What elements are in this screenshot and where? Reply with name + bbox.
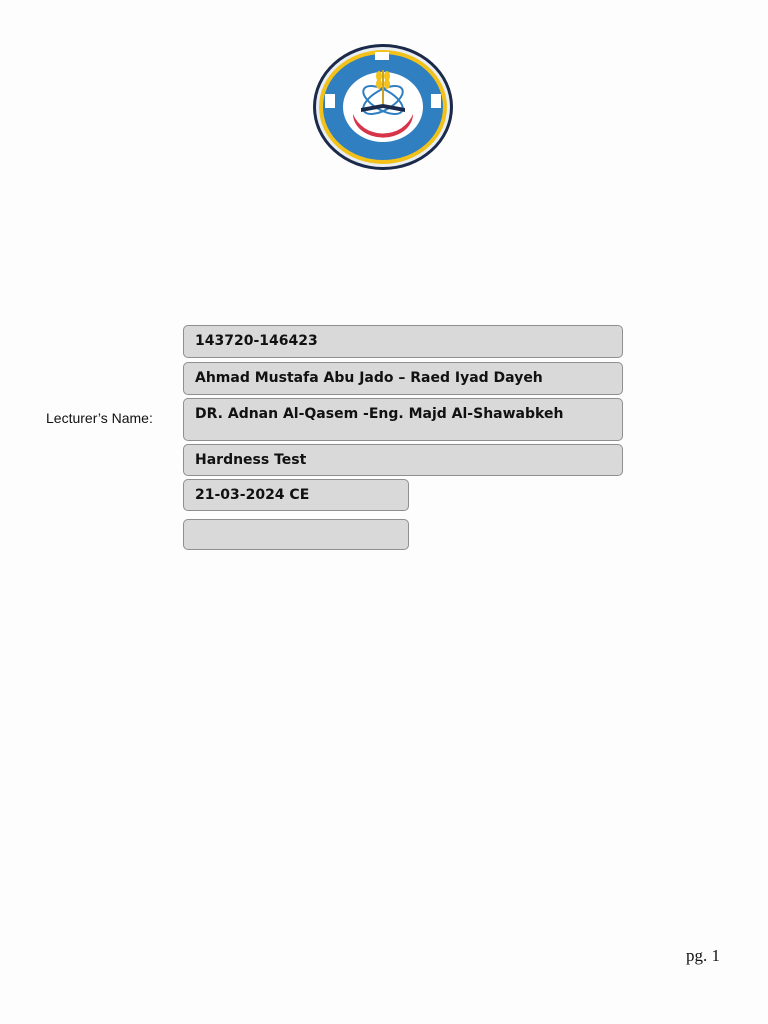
student-ids-field[interactable]: 143720-146423 — [183, 325, 623, 358]
lecturer-names-field[interactable]: DR. Adnan Al-Qasem -Eng. Majd Al-Shawabkeh — [183, 398, 623, 441]
lecturer-name-label: Lecturer’s Name: — [46, 410, 153, 426]
extra-field[interactable] — [183, 519, 409, 550]
experiment-title-field[interactable]: Hardness Test — [183, 444, 623, 476]
university-seal-icon — [311, 42, 455, 172]
date-field[interactable]: 21-03-2024 CE — [183, 479, 409, 511]
student-names-field[interactable]: Ahmad Mustafa Abu Jado – Raed Iyad Dayeh — [183, 362, 623, 395]
page-number: pg. 1 — [686, 946, 720, 965]
